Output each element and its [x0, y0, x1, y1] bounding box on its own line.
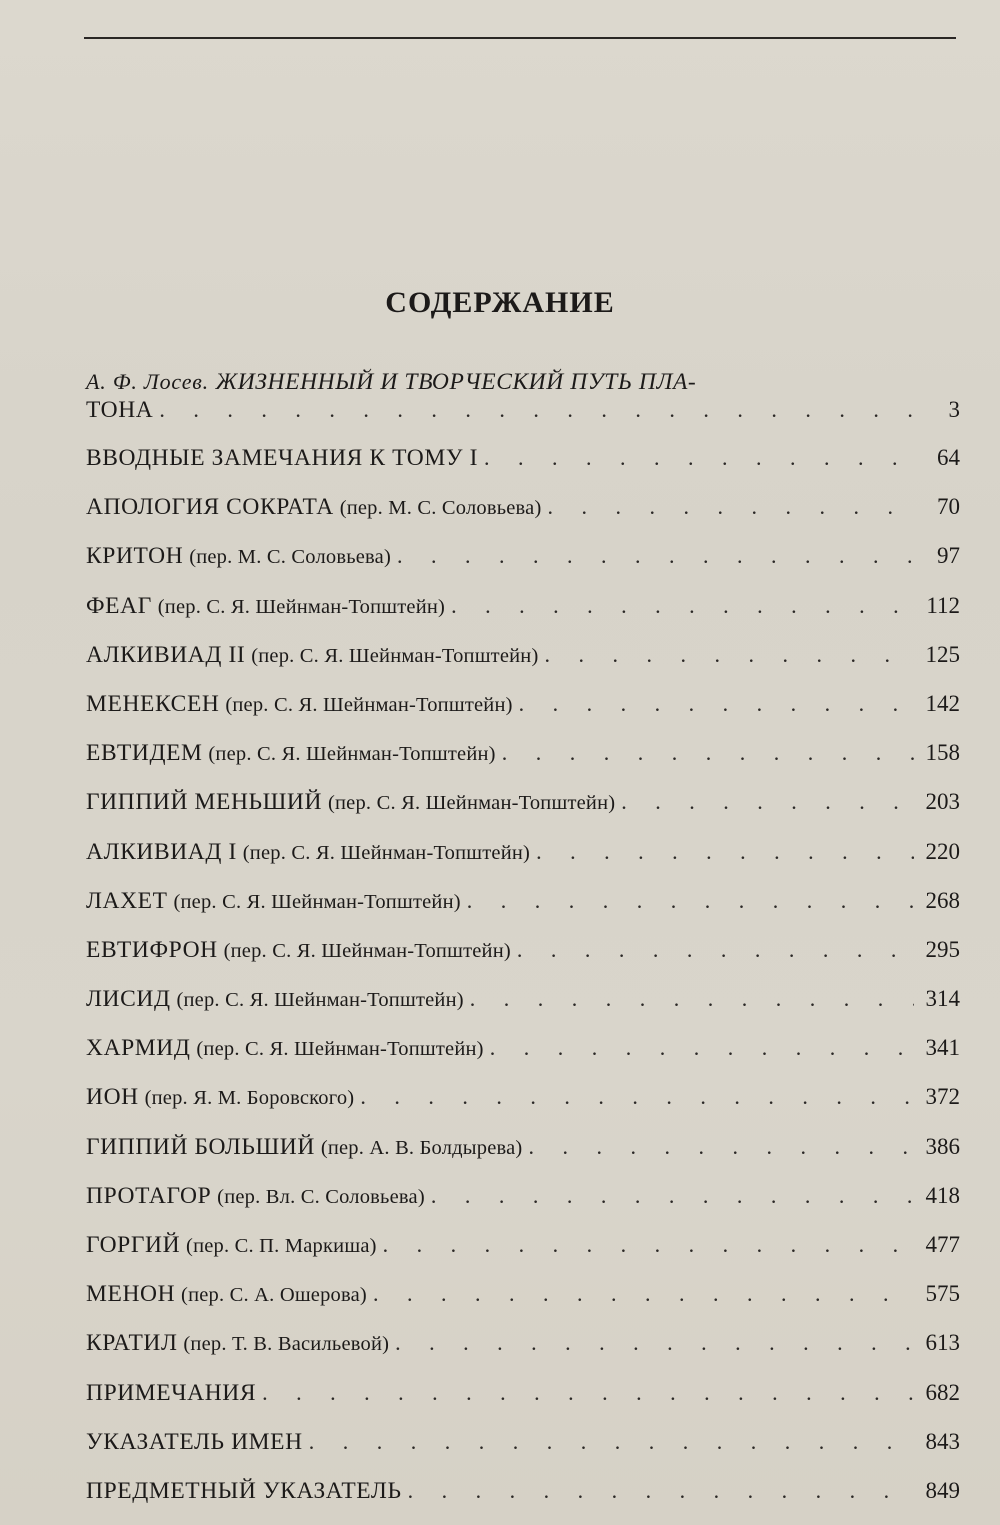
toc-entry-translator: (пер. А. В. Болдырева)	[320, 1136, 523, 1159]
toc-page-number: 158	[925, 740, 960, 766]
toc-entry-translator: (пер. С. А. Ошерова)	[181, 1284, 367, 1307]
toc-page-number: 64	[937, 445, 960, 470]
leader-dots	[395, 1329, 914, 1357]
toc-entry	[86, 1280, 960, 1329]
leader-dots	[484, 444, 914, 472]
toc-entry-translator: (пер. С. Я. Шейнман-Топштейн)	[225, 693, 513, 716]
toc-page-number: 575	[925, 1281, 960, 1307]
toc-entry	[86, 493, 960, 542]
leader-dots	[621, 788, 914, 816]
leader-dots	[451, 592, 914, 620]
toc-page-number: 203	[925, 789, 960, 815]
toc-entry	[86, 641, 960, 690]
toc-entry-title: ЛАХЕТ	[86, 887, 168, 914]
toc-page-number: 477	[925, 1232, 960, 1257]
toc-entry-title: ЛИСИД	[86, 986, 171, 1013]
toc-entry-translator: (пер. С. Я. Шейнман-Топштейн)	[173, 890, 461, 913]
toc-entry-translator: (пер. С. Я. Шейнман-Топштейн)	[251, 644, 539, 667]
toc-entry-title: АЛКИВИАД II	[86, 641, 246, 668]
toc-page-number: 843	[925, 1428, 960, 1454]
toc-entry	[86, 1379, 960, 1428]
toc-page-number: 613	[925, 1330, 960, 1356]
toc-entry	[86, 444, 960, 493]
toc-entry	[86, 1083, 960, 1132]
toc-entry-title: ИОН	[86, 1084, 139, 1111]
toc-entry-translator: (пер. Т. В. Васильевой)	[183, 1333, 390, 1356]
toc-page-number: 372	[925, 1084, 960, 1110]
toc-entry	[86, 936, 960, 985]
toc-entry-losev	[86, 368, 960, 444]
toc-page-number: 97	[937, 543, 960, 569]
toc-entry	[86, 887, 960, 936]
toc-entry-title: ГИППИЙ БОЛЬШИЙ	[86, 1133, 315, 1160]
toc-entry	[86, 1133, 960, 1182]
toc-page-number: 220	[925, 838, 960, 864]
toc-entry-translator: (пер. Вл. С. Соловьева)	[217, 1185, 425, 1208]
toc-entry	[86, 838, 960, 887]
leader-dots	[519, 690, 914, 718]
toc-entry-translator: (пер. Я. М. Боровского)	[144, 1087, 355, 1110]
leader-dots	[262, 1379, 914, 1407]
leader-dots	[517, 936, 914, 964]
toc-entry	[86, 739, 960, 788]
toc-entry-title: МЕНОН	[86, 1281, 176, 1308]
toc-entry-title: МЕНЕКСЕН	[86, 690, 220, 717]
leader-dots	[397, 542, 914, 570]
top-rule	[84, 37, 956, 39]
toc-entry-translator: (пер. С. Я. Шейнман-Топштейн)	[223, 939, 511, 962]
leader-dots	[309, 1428, 914, 1456]
toc-page-number: 70	[937, 494, 960, 520]
toc-entry-title-line2: ТОНА	[86, 397, 154, 423]
toc-page-number: 386	[925, 1133, 960, 1159]
toc-entry	[86, 592, 960, 641]
toc-entry-title: ЕВТИФРОН	[86, 936, 218, 963]
leader-dots	[467, 887, 914, 915]
toc-entry-translator: (пер. С. Я. Шейнман-Топштейн)	[242, 841, 531, 864]
leader-dots	[545, 641, 914, 669]
toc-entry-title: УКАЗАТЕЛЬ ИМЕН	[86, 1428, 303, 1455]
toc-entry-author: А. Ф. Лосев.	[86, 369, 209, 394]
toc-entry-title: ПРИМЕЧАНИЯ	[86, 1379, 257, 1406]
toc-entry-title: ХАРМИД	[86, 1035, 191, 1062]
toc-page-number: 682	[925, 1379, 960, 1405]
toc-entry-title: ЕВТИДЕМ	[86, 740, 203, 767]
toc-entry-title: АЛКИВИАД I	[86, 838, 237, 865]
toc-entry-translator: (пер. С. Я. Шейнман-Топштейн)	[176, 989, 464, 1012]
toc-entry-title: ПРОТАГОР	[86, 1182, 212, 1209]
toc-entry-translator: (пер. С. Я. Шейнман-Топштейн)	[327, 792, 616, 815]
leader-dots	[408, 1477, 914, 1505]
page-title: СОДЕРЖАНИЕ	[385, 286, 615, 319]
toc-entry-title: ПРЕДМЕТНЫЙ УКАЗАТЕЛЬ	[86, 1477, 402, 1504]
leader-dots	[373, 1280, 914, 1308]
toc-entry	[86, 788, 960, 837]
toc-entry	[86, 1329, 960, 1378]
toc-entry	[86, 1182, 960, 1231]
toc-page-number: 112	[926, 592, 960, 618]
toc-page-number: 341	[925, 1035, 960, 1061]
toc-page-number: 418	[925, 1182, 960, 1208]
toc-page-number: 3	[948, 397, 960, 422]
leader-dots	[536, 838, 914, 866]
toc-entry	[86, 1034, 960, 1083]
toc-page-number: 314	[925, 986, 960, 1012]
toc-entry	[86, 1428, 960, 1477]
toc-entry-translator: (пер. М. С. Соловьева)	[189, 546, 391, 569]
table-of-contents	[86, 368, 960, 1525]
toc-entry	[86, 985, 960, 1034]
toc-page-number: 142	[925, 690, 960, 716]
toc-entry-title: ВВОДНЫЕ ЗАМЕЧАНИЯ К ТОМУ I	[86, 445, 479, 471]
toc-page-number: 268	[925, 887, 960, 913]
toc-entry-title-line1: ЖИЗНЕННЫЙ И ТВОРЧЕСКИЙ ПУТЬ ПЛА-	[215, 369, 697, 395]
leader-dots	[490, 1034, 914, 1062]
toc-entry-title: ГОРГИЙ	[86, 1232, 181, 1258]
leader-dots	[547, 493, 914, 521]
toc-page-number: 125	[925, 641, 960, 667]
toc-entry-translator: (пер. С. П. Маркиша)	[186, 1235, 377, 1257]
leader-dots	[383, 1231, 914, 1259]
leader-dots	[360, 1083, 914, 1111]
toc-entry	[86, 690, 960, 739]
toc-entry	[86, 1477, 960, 1525]
toc-entry-translator: (пер. С. Я. Шейнман-Топштейн)	[208, 743, 496, 766]
toc-entry	[86, 542, 960, 591]
toc-entry-title: АПОЛОГИЯ СОКРАТА	[86, 494, 334, 521]
toc-entry-title: ГИППИЙ МЕНЬШИЙ	[86, 789, 323, 816]
toc-entry-title: ФЕАГ	[86, 592, 152, 619]
toc-entry-translator: (пер. С. Я. Шейнман-Топштейн)	[157, 595, 446, 618]
toc-page-number: 295	[925, 936, 960, 962]
toc-page-number: 849	[925, 1477, 960, 1503]
leader-dots	[502, 739, 914, 767]
leader-dots	[431, 1182, 914, 1210]
toc-entry	[86, 1231, 960, 1280]
toc-entry-title: КРИТОН	[86, 543, 184, 570]
leader-dots	[159, 396, 914, 424]
leader-dots	[528, 1133, 914, 1161]
toc-entry-title: КРАТИЛ	[86, 1330, 178, 1357]
toc-entry-translator: (пер. М. С. Соловьева)	[339, 497, 542, 520]
leader-dots	[470, 985, 914, 1013]
toc-entry-translator: (пер. С. Я. Шейнман-Топштейн)	[196, 1038, 484, 1061]
